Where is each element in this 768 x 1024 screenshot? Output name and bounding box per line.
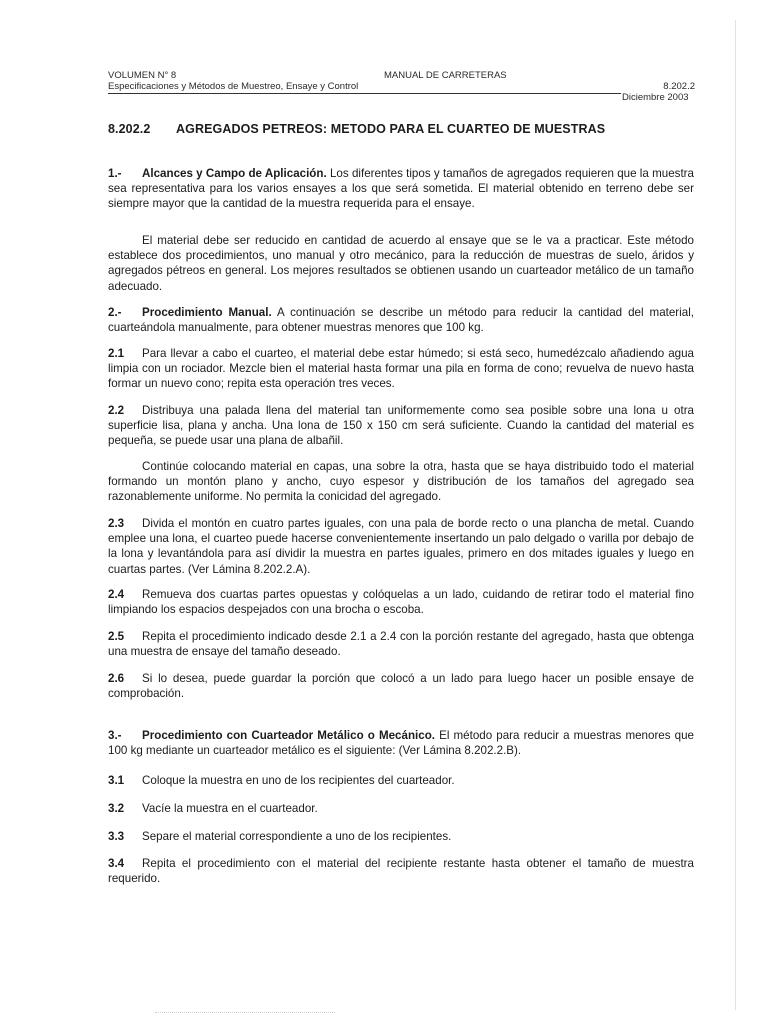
item-2-2-continued-text: Continúe colocando material en capas, una sobre la otra, hasta que se haya distribuido todo el material formando un montón plano y ancho, cuyo espesor y distribución de los tamaños del agregado sea razonablemente uniforme. No permita la conicidad del agregado. bbox=[108, 460, 694, 504]
section-2-text: A continuación se describe un método para reducir la cantidad del material, cuarteándola manualmente, para obtener muestras menores que 100 kg. bbox=[108, 306, 694, 335]
item-2-4 bbox=[108, 587, 694, 617]
scan-edge-line bbox=[735, 20, 736, 1010]
item-2-2 bbox=[108, 403, 694, 449]
item-3-3-text: Separe el material correspondiente a uno de los recipientes. bbox=[142, 830, 452, 843]
header-date: Diciembre 2003 bbox=[622, 92, 689, 103]
section-3-number: 3.- bbox=[108, 729, 122, 742]
item-3-2-text: Vacíe la muestra en el cuarteador. bbox=[142, 802, 318, 815]
header-manual: MANUAL DE CARRETERAS bbox=[384, 70, 507, 81]
item-2-6 bbox=[108, 671, 694, 701]
item-2-2-continued bbox=[108, 459, 694, 505]
item-2-3 bbox=[108, 516, 694, 577]
item-3-4-number: 3.4 bbox=[108, 857, 125, 870]
item-2-1-text: Para llevar a cabo el cuarteo, el material debe estar húmedo; si está seco, humedézcalo añadiendo agua limpia con un rociador. Mezcle bien el material hasta formar una pila en forma de cono; revuelva de nuevo hasta formar un nuevo cono; repita esta operación tres veces. bbox=[108, 347, 694, 391]
item-2-4-text: Remueva dos cuartas partes opuestas y colóquelas a un lado, cuidando de retirar todo el material fino limpiando los espacios despejados con una brocha o escoba. bbox=[108, 588, 694, 617]
section-1-para-2 bbox=[108, 233, 694, 294]
item-2-5-text: Repita el procedimiento indicado desde 2.1 a 2.4 con la porción restante del agregado, hasta que obtenga una muestra de ensaye del tamaño deseado. bbox=[108, 630, 694, 659]
section-1 bbox=[108, 166, 694, 212]
item-3-3 bbox=[108, 829, 694, 844]
item-2-5 bbox=[108, 629, 694, 659]
item-3-3-number: 3.3 bbox=[108, 830, 125, 843]
item-3-1-number: 3.1 bbox=[108, 774, 125, 787]
item-2-1 bbox=[108, 346, 694, 392]
section-1-heading: Alcances y Campo de Aplicación. bbox=[142, 167, 327, 180]
item-2-4-number: 2.4 bbox=[108, 588, 125, 601]
section-1-number: 1.- bbox=[108, 167, 122, 180]
header-rule bbox=[108, 93, 621, 94]
item-3-2-number: 3.2 bbox=[108, 802, 125, 815]
item-3-4 bbox=[108, 856, 694, 886]
section-1-para-2-text: El material debe ser reducido en cantidad de acuerdo al ensaye que se le va a practicar. Este método establece dos procedimientos, uno manual y otro mecánico, para la reducción de muestras de suelo, áridos y agregados pétreos en general. Los mejores resultados se obtienen usando un cuarteador metálico de un tamaño adecuado. bbox=[108, 234, 694, 293]
page-title bbox=[108, 122, 708, 136]
item-3-4-text: Repita el procedimiento con el material del recipiente restante hasta obtener el tamaño de muestra requerido. bbox=[108, 857, 694, 886]
item-2-5-number: 2.5 bbox=[108, 630, 125, 643]
item-3-2 bbox=[108, 801, 694, 816]
item-2-1-number: 2.1 bbox=[108, 347, 125, 360]
item-3-1-text: Coloque la muestra en uno de los recipientes del cuarteador. bbox=[142, 774, 455, 787]
footer-faint-mark bbox=[155, 1012, 335, 1013]
title-number: 8.202.2 bbox=[108, 122, 151, 136]
section-1-text: Los diferentes tipos y tamaños de agregados requieren que la muestra sea representativa para los varios ensayes a los que será sometida. El material obtenido en terreno debe ser siempre mayor que la cantidad de la muestra requerida para el ensaye. bbox=[108, 167, 694, 211]
item-2-3-text: Divida el montón en cuatro partes iguales, con una pala de borde recto o una plancha de metal. Cuando emplee una lona, el cuarteo puede hacerse convenientemente insertando un palo delgado o varilla por debajo de la lona y levantándola para así dividir la muestra en partes iguales, primero en dos mitades iguales y luego en cuartas partes. (Ver Lámina 8.202.2.A). bbox=[108, 517, 694, 576]
item-2-3-number: 2.3 bbox=[108, 517, 125, 530]
section-2 bbox=[108, 305, 694, 335]
title-text: AGREGADOS PETREOS: METODO PARA EL CUARTEO DE MUESTRAS bbox=[176, 122, 606, 136]
header-subtitle: Especificaciones y Métodos de Muestreo, Ensaye y Control bbox=[108, 81, 359, 92]
section-3-heading: Procedimiento con Cuarteador Metálico o Mecánico. bbox=[142, 729, 435, 742]
item-2-6-number: 2.6 bbox=[108, 672, 125, 685]
section-3-text: El método para reducir a muestras menores que 100 kg mediante un cuarteador metálico es el siguiente: (Ver Lámina 8.202.2.B). bbox=[108, 729, 694, 758]
header-section-code: 8.202.2 bbox=[663, 81, 695, 92]
item-2-2-number: 2.2 bbox=[108, 404, 125, 417]
item-2-6-text: Si lo desea, puede guardar la porción que colocó a un lado para luego hacer un posible ensaye de comprobación. bbox=[108, 672, 694, 701]
item-2-2-text: Distribuya una palada llena del material tan uniformemente como sea posible sobre una lona u otra superficie lisa, plana y ancha. Una lona de 150 x 150 cm será suficiente. Cuando la cantidad del material es pequeña, se puede usar una plana de albañil. bbox=[108, 404, 694, 448]
section-3 bbox=[108, 728, 694, 758]
section-2-number: 2.- bbox=[108, 306, 122, 319]
section-2-heading: Procedimiento Manual. bbox=[142, 306, 272, 319]
item-3-1 bbox=[108, 773, 694, 788]
header-volume: VOLUMEN N° 8 bbox=[108, 70, 177, 81]
